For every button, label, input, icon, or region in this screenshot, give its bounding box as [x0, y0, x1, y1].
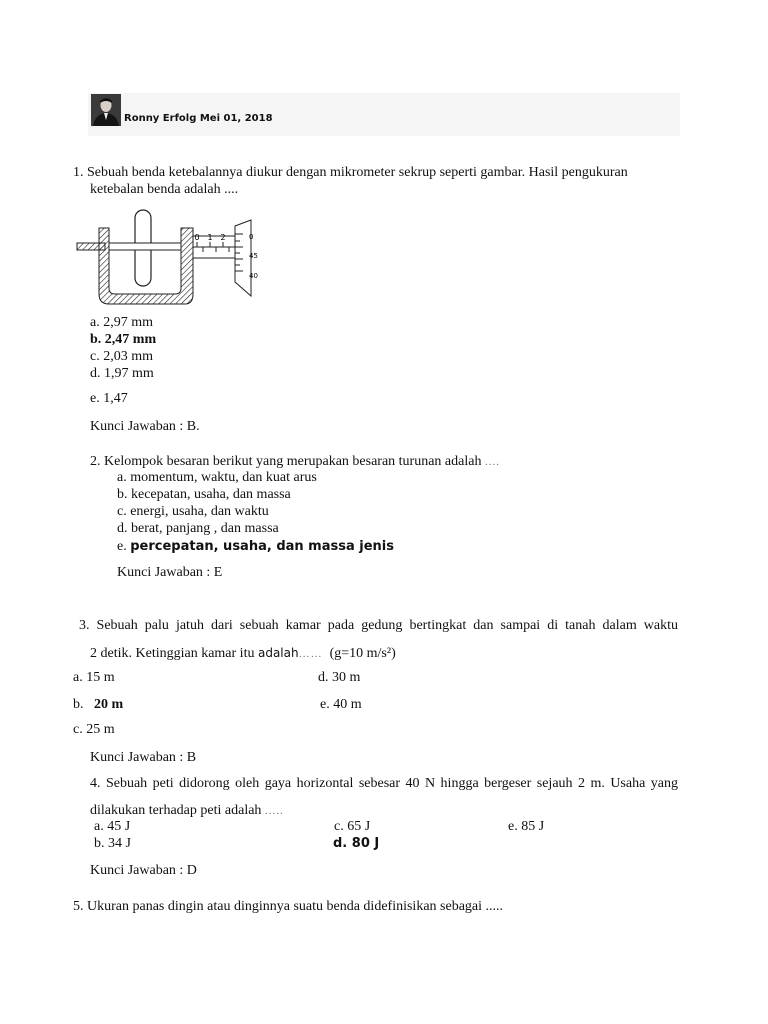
q4-answer-key: Kunci Jawaban : D — [90, 863, 197, 878]
q2-option-a: a. momentum, waktu, dan kuat arus — [117, 470, 317, 485]
thimble-scale-label-45: 45 — [249, 252, 258, 260]
q3-option-a: a. 15 m — [73, 670, 115, 685]
q4-option-e: e. 85 J — [508, 819, 545, 834]
q4-text-line2 — [90, 803, 284, 819]
q1-option-c: c. 2,03 mm — [90, 349, 153, 364]
q3-option-e: e. 40 m — [320, 697, 362, 712]
q4-line2-dots: ..... — [264, 805, 284, 817]
q2-option-e-text: percepatan, usaha, dan massa jenis — [130, 539, 394, 554]
q2-option-d: d. berat, panjang , dan massa — [117, 521, 279, 536]
q1-text-line2: ketebalan benda adalah .... — [90, 182, 239, 197]
q5-text-line1: 5. Ukuran panas dingin atau dinginnya suatu benda didefinisikan sebagai ..... — [73, 899, 504, 914]
q4-option-c: c. 65 J — [334, 819, 371, 834]
q3-option-b-value: 20 m — [94, 697, 124, 712]
q2-question: 2. Kelompok besaran berikut yang merupakan besaran turunan adalah — [90, 454, 482, 469]
q1-option-b: b. 2,47 mm — [90, 332, 157, 347]
q1-text-line1: 1. Sebuah benda ketebalannya diukur dengan mikrometer sekrup seperti gambar. Hasil pengukuran — [73, 165, 628, 180]
q3-option-b-prefix: b. — [73, 697, 84, 712]
q2-option-e — [117, 539, 394, 555]
q1-answer-key: Kunci Jawaban : B. — [90, 419, 200, 434]
q3-line2-dots: …… — [298, 648, 323, 660]
q1-option-e: e. 1,47 — [90, 391, 128, 406]
q3-line2-c: (g=10 m/s²) — [329, 646, 396, 661]
q2-option-e-prefix: e. — [117, 539, 127, 554]
q3-option-b — [73, 697, 123, 713]
q3-line2-b: adalah — [257, 646, 299, 660]
q1-option-d: d. 1,97 mm — [90, 366, 154, 381]
thimble-scale-label-0: 0 — [249, 233, 254, 241]
q3-line2-a: 2 detik. Ketinggian kamar itu — [90, 646, 255, 661]
main-scale-label-1: 1 — [207, 233, 213, 242]
q2-option-c: c. energi, usaha, dan waktu — [117, 504, 269, 519]
thimble-scale-label-40: 40 — [249, 272, 258, 280]
q3-option-d: d. 30 m — [318, 670, 361, 685]
q4-option-d: d. 80 J — [333, 836, 380, 851]
main-scale-label-2: 2 — [220, 233, 226, 242]
q2-answer-key: Kunci Jawaban : E — [117, 565, 223, 580]
q3-answer-key: Kunci Jawaban : B — [90, 750, 197, 765]
q4-option-b: b. 34 J — [94, 836, 131, 851]
q2-question-dots: .... — [484, 456, 500, 468]
author-date[interactable]: Ronny Erfolg Mei 01, 2018 — [124, 113, 273, 124]
main-scale-label-0: 0 — [194, 233, 200, 242]
q2-option-b: b. kecepatan, usaha, dan massa — [117, 487, 291, 502]
author-avatar[interactable] — [91, 94, 121, 126]
q3-text-line2 — [90, 645, 396, 662]
q4-text-line1: 4. Sebuah peti didorong oleh gaya horizontal sebesar 40 N hingga bergeser sejauh 2 m. Usaha yang — [90, 776, 678, 791]
q3-option-c: c. 25 m — [73, 722, 115, 737]
q2-text — [90, 454, 500, 470]
person-icon — [91, 94, 121, 126]
q1-option-a: a. 2,97 mm — [90, 315, 153, 330]
q3-text-line1: 3. Sebuah palu jatuh dari sebuah kamar pada gedung bertingkat dan sampai di tanah dalam waktu — [79, 618, 678, 633]
micrometer-figure — [75, 206, 265, 310]
q4-option-a: a. 45 J — [94, 819, 131, 834]
q4-line2: dilakukan terhadap peti adalah — [90, 803, 262, 818]
